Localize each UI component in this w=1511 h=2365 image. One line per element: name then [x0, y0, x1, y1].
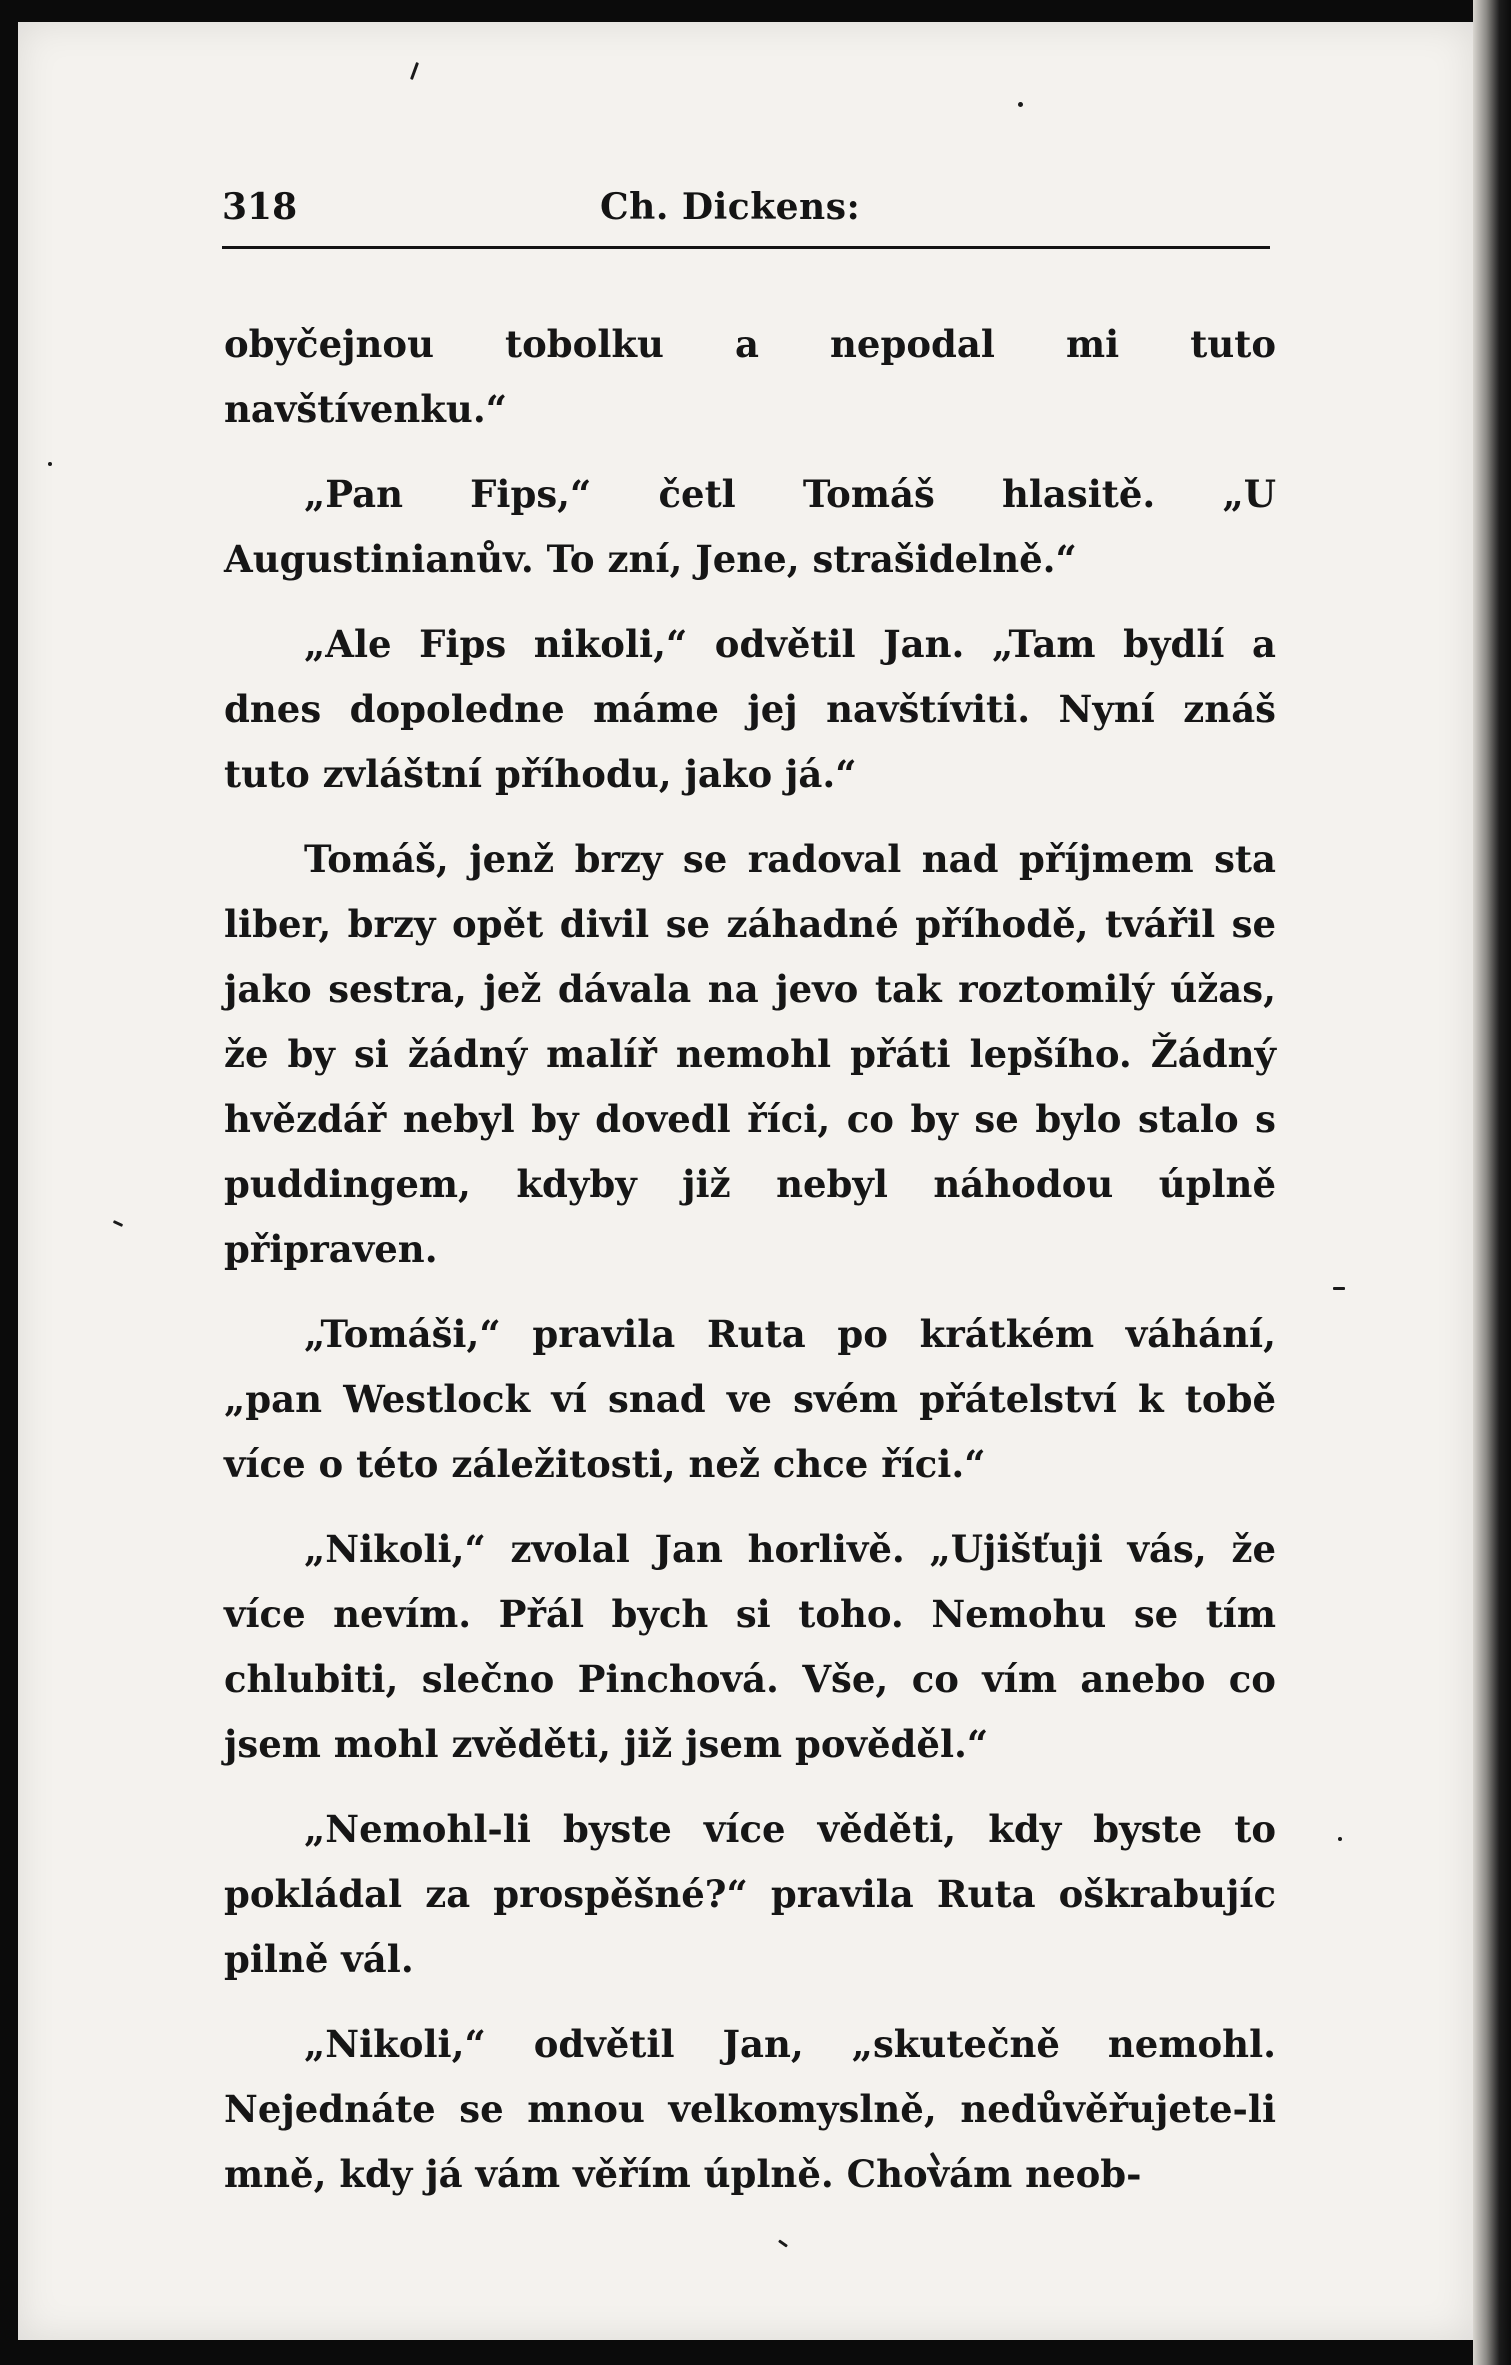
paragraph: „Tomáši,“ pravila Ruta po krátkém váhání, „pan Westlock ví snad ve svém přátelství k tobě více o této záležitosti, než chce říci.“: [224, 1312, 1276, 1486]
paragraph: „Ale Fips nikoli,“ odvětil Jan. „Tam bydlí a dnes dopoledne máme jej navštíviti. Nyní znáš tuto zvláštní příhodu, jako já.“: [224, 622, 1276, 796]
paragraph: „Nemohl-li byste více věděti, kdy byste to pokládal za prospěšné?“ pravila Ruta oškrabujíc pilně vál.: [224, 1807, 1276, 1981]
scan-speck: [1338, 1837, 1342, 1841]
scan-speck: [410, 62, 419, 80]
page-edge-shadow: [1473, 0, 1511, 2365]
scan-speck: [113, 1220, 123, 1227]
running-head: [222, 186, 1270, 238]
header-rule: [222, 246, 1270, 249]
paragraph: obyčejnou tobolku a nepodal mi tuto navštívenku.“: [224, 322, 1276, 431]
paragraph: „Pan Fips,“ četl Tomáš hlasitě. „U Augustinianův. To zní, Jene, strašidelně.“: [224, 472, 1276, 581]
page-number: 318: [222, 186, 298, 228]
scan-speck: [1333, 1287, 1345, 1290]
paragraph: „Nikoli,“ zvolal Jan horlivě. „Ujišťuji vás, že více nevím. Přál bych si toho. Nemohu se tím chlubiti, slečno Pinchová. Vše, co vím anebo co jsem mohl zvěděti, již jsem pověděl.“: [224, 1527, 1276, 1766]
paragraph: „Nikoli,“ odvětil Jan, „skutečně nemohl. Nejednáte se mnou velkomyslně, nedůvěřujete-li mně, kdy já vám věřím úplně. Chovám neob-: [224, 2022, 1276, 2196]
scan-speck: [1018, 102, 1023, 107]
running-title: Ch. Dickens:: [600, 186, 861, 228]
paragraph: Tomáš, jenž brzy se radoval nad příjmem sta liber, brzy opět divil se záhadné příhodě, tvářil se jako sestra, jež dávala na jevo tak roztomilý úžas, že by si žádný malíř nemohl přáti lepšího. Žádný hvězdář nebyl by dovedl říci, co by se bylo stalo s puddingem, kdyby již nebyl náhodou úplně připraven.: [224, 837, 1276, 1271]
scan-speck: [48, 462, 52, 466]
body-text: [224, 312, 1276, 2227]
scan-speck: [778, 2239, 788, 2247]
